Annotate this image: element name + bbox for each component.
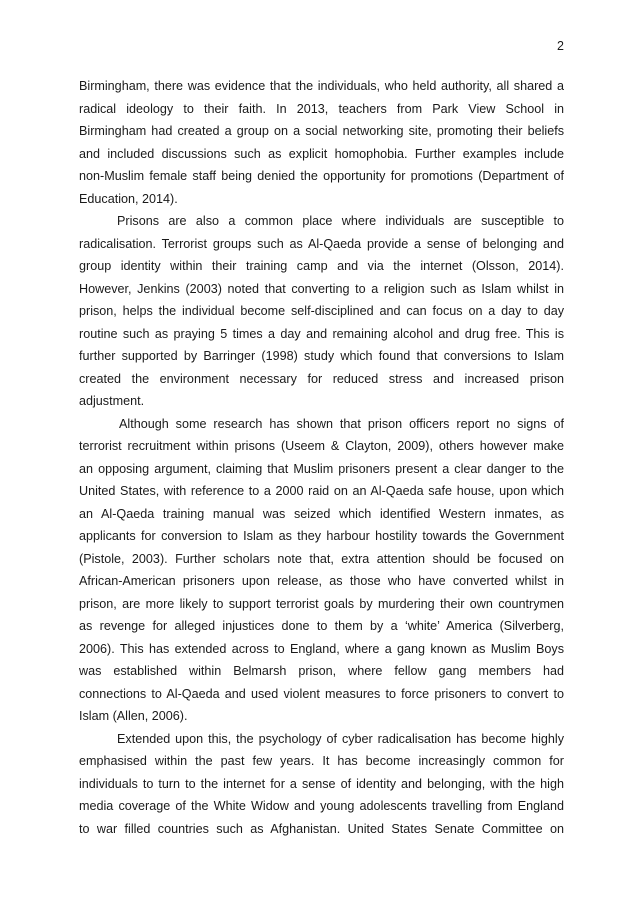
- text-line: an Al-Qaeda training manual was seized which identified Western inmates, as: [79, 506, 564, 521]
- text-line: Birmingham, there was evidence that the individuals, who held authority, all shared a: [79, 79, 564, 93]
- text-line: However, Jenkins (2003) noted that converting to a religion such as Islam whilst in: [79, 281, 564, 296]
- text-line: created the environment necessary for reduced stress and increased prison: [79, 371, 564, 386]
- text-line: as revenge for alleged injustices done to them by a ‘white’ America (Silverberg,: [79, 619, 564, 633]
- text-line: Birmingham had created a group on a social networking site, promoting their beliefs: [79, 124, 564, 138]
- text-line: emphasised within the past few years. It has become increasingly common for: [79, 754, 564, 768]
- paragraph-3: [79, 413, 564, 728]
- text-line: non-Muslim female staff being denied the opportunity for promotions (Department of: [79, 169, 564, 183]
- text-line: Education, 2014).: [79, 191, 178, 206]
- text-line: Although some research has shown that prison officers report no signs of: [119, 416, 564, 431]
- text-line: adjustment.: [79, 394, 145, 408]
- page-number: 2: [557, 39, 564, 53]
- paragraph-1: [79, 75, 564, 210]
- text-line: (Pistole, 2003). Further scholars note that, extra attention should be focused on: [79, 551, 564, 566]
- text-line: group identity within their training camp and via the internet (Olsson, 2014).: [79, 259, 564, 273]
- text-line: an opposing argument, claiming that Muslim prisoners present a clear danger to the: [79, 461, 564, 476]
- paragraph-4: [79, 728, 564, 841]
- text-line: applicants for conversion to Islam as they harbour hostility towards the Government: [79, 529, 564, 543]
- text-line: Extended upon this, the psychology of cyber radicalisation has become highly: [117, 731, 564, 746]
- text-line: African-American prisoners upon release, as those who have converted whilst in: [79, 574, 564, 588]
- text-line: further supported by Barringer (1998) study which found that conversions to Islam: [79, 349, 564, 363]
- text-line: 2006). This has extended across to England, where a gang known as Muslim Boys: [79, 641, 564, 656]
- text-line: terrorist recruitment within prisons (Useem & Clayton, 2009), others however make: [79, 439, 564, 453]
- document-body: [79, 75, 564, 840]
- text-line: United States, with reference to a 2000 raid on an Al-Qaeda safe house, upon which: [79, 484, 564, 498]
- text-line: Islam (Allen, 2006).: [79, 709, 188, 723]
- text-line: routine such as praying 5 times a day and remaining alcohol and drug free. This is: [79, 326, 564, 341]
- text-line: media coverage of the White Widow and young adolescents travelling from England: [79, 799, 564, 813]
- text-line: radical ideology to their faith. In 2013, teachers from Park View School in: [79, 101, 564, 116]
- text-line: radicalisation. Terrorist groups such as Al-Qaeda provide a sense of belonging and: [79, 236, 564, 251]
- text-line: Prisons are also a common place where individuals are susceptible to: [117, 214, 564, 228]
- text-line: connections to Al-Qaeda and used violent measures to force prisoners to convert to: [79, 686, 564, 701]
- paragraph-2: [79, 210, 564, 413]
- text-line: prison, are more likely to support terrorist goals by murdering their own countrymen: [79, 596, 564, 611]
- text-line: prison, helps the individual become self-disciplined and can focus on a day to day: [79, 304, 564, 318]
- text-line: individuals to turn to the internet for a sense of identity and belonging, with the high: [79, 776, 564, 791]
- text-line: to war filled countries such as Afghanistan. United States Senate Committee on: [79, 821, 564, 836]
- text-line: and included discussions such as explicit homophobia. Further examples include: [79, 146, 564, 161]
- text-line: was established within Belmarsh prison, where fellow gang members had: [79, 664, 564, 678]
